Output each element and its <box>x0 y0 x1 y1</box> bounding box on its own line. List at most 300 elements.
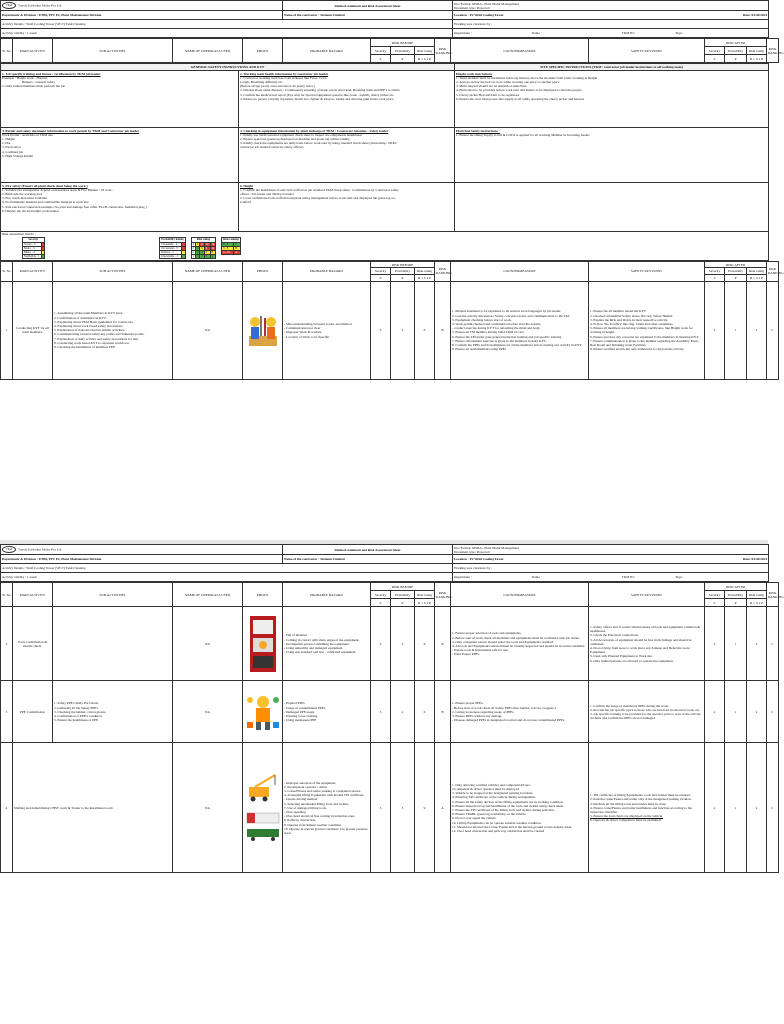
col-risk-before: RISK BEFORE <box>371 261 435 268</box>
box-permit-line: Work Permit : Available on TKM site <box>2 132 53 137</box>
box-health-line: 3. Confirm the medical test report (Eye test) for Special equipment operator like crane , forklift, cherry picker etc. <box>240 92 395 97</box>
risk-rank-label: C <box>234 242 240 246</box>
col-rsp: R = S x P <box>415 599 435 607</box>
box-height-line: 2. Cross confirm the both scaffold form plant safety management before work start and displayed the green tag on <box>240 196 395 201</box>
countermeasure-line: 3. Only competent person should select the tools and Equipments required. <box>452 639 554 644</box>
hazard-line: 8. Pathway obstruction. <box>284 818 317 823</box>
countermeasure-line: - Ensure tools & Instruments safe for use. <box>452 648 509 653</box>
severity-table-title: Severity <box>23 238 45 242</box>
box-height-work-line: 5. Cherry picker Belt and Dart to be registered <box>456 92 520 97</box>
col-risk-ranking: RISK RANKING <box>435 583 451 607</box>
activity-table-page2 <box>0 582 784 873</box>
safety-key-point-line: 3. Explain the DOs and Don'ts in their respective activity. <box>590 317 669 322</box>
box-height-line: scaffold <box>240 200 251 205</box>
name-label: Name : <box>531 575 542 580</box>
hazard-line: - Improper Work Procedure <box>284 330 322 335</box>
box-permit-line: 3. Excavation <box>2 145 21 150</box>
crane-trailer-image <box>244 773 281 843</box>
row-probability-after: 1 <box>725 743 747 873</box>
sign-label: Sign : <box>675 575 684 580</box>
doc-ref-line: Doc/Format: MSRA - Plant Maint Management <box>454 545 519 550</box>
location-label: Location <box>454 557 467 562</box>
countermeasure-line: 4. Work permit checked and confirmation before start the activity. <box>452 321 542 326</box>
sub-activity-line: 2. Confirmation of attendance in KYT. <box>54 315 107 320</box>
countermeasure-line: 10. Lifting Equipments can be operate suitable weather condition. <box>452 820 542 825</box>
name-label: Name : <box>531 31 542 36</box>
probability-row: Frequently - 4 <box>160 242 182 246</box>
col-hazard: PROBABLE HAZARD <box>283 261 371 281</box>
countermeasure-line: 2. Giving awareness regarding usage of PPEs <box>452 709 514 714</box>
countermeasure-line: 1. Only allowing certified vehicles and competent drivers. <box>452 782 531 787</box>
col-risk-ranking-after: RISK RANKING <box>767 39 779 63</box>
box-height-work-line: 3. Multi lanyard should not be ambush at same time <box>456 84 527 89</box>
col-risk-after: RISK AFTER <box>705 583 767 591</box>
sub-activity-line: 4. Confirmation of PPE's condition. <box>54 714 103 718</box>
hazard-line: - Wearing loose clothing <box>284 714 318 718</box>
location-value: : P2 Weld Cooling Tower <box>467 13 504 18</box>
department-division: Department & Division : ETBS,TPV P2, Plant Maintenance Division <box>1 555 283 564</box>
col-s-after: S <box>705 275 725 282</box>
col-severity: Severity <box>371 591 391 599</box>
hazard-line: 9. Operate in inclement weather condition <box>284 822 342 827</box>
row-severity-after: 2 <box>705 281 725 379</box>
box-equipment-line: contractor job leader/Contractor safety officer) <box>240 145 304 150</box>
col-s: S <box>371 55 391 63</box>
countermeasure-line: 2. Late the activity discussion / Safety concerns review and communication to the TM. <box>452 313 570 318</box>
sub-activity-line: 3. Explaining about TKM Basic guidelines for contractors. <box>54 319 134 324</box>
col-probability: Probability <box>391 591 415 599</box>
col-s-after: S <box>705 599 725 607</box>
col-risk-ranking-after: RISK RANKING <box>767 261 779 281</box>
hazard-line: - Over head electrical line coming in induction zone <box>284 814 355 819</box>
box-fire-title: 5. Fire safety (Ensure all plant check sheet being the work ) <box>2 183 88 188</box>
countermeasure-line: 8. Confirm the PPEs and its healthiness for all the members before starting any activity in KYT. <box>452 342 583 347</box>
col-sl-no: Sl. No <box>1 39 13 63</box>
box-equipment-title: 4. Checking & equipment information by plant incharge of TKM / Contractor Attendee - Safety leader <box>240 128 389 133</box>
box-health-line: Cough, Breathing difficulty etc. <box>240 80 284 85</box>
severity-row: Negligible - 1 <box>24 255 40 259</box>
col-severity-after: Severity <box>705 268 725 275</box>
box-training-line: Example : Height work - Harness <box>2 75 48 80</box>
box-health-line: 2. Discuss about usual diseases : Continuously sneezing of mask, put in short lead, Breaking team and PPE's to others <box>240 88 400 93</box>
box-permit-line: 1. Height <box>2 137 15 142</box>
col-risk-after: RISK AFTER <box>705 261 767 268</box>
row-risk-ranking-after: C <box>767 681 779 743</box>
severity-row: Major - 3 <box>23 246 42 250</box>
table-row <box>1 281 779 379</box>
box-height-work-line: 1. Team member must be unchained full body harness above the shoulder from wider working at Height <box>456 75 598 80</box>
sign-label: Sign : <box>675 31 684 36</box>
col-photo: PHOTO <box>243 39 283 63</box>
sheet-date: Date: 04/30/2024 <box>742 13 767 18</box>
hazard-line: - Using non standard and non - calibrated equipment <box>284 650 356 655</box>
general-instructions-title: GENERAL SAFETY INSTRUCTIONS AND KYT <box>1 64 455 70</box>
safety-key-point-line: 6. Operator & driver competence must be examined. <box>590 818 662 823</box>
safety-briefing-tools-image <box>244 310 281 350</box>
sub-activity-line: 8. Conducting work based KYT to represent workforce. <box>54 340 130 345</box>
row-risk-rating: 6 <box>415 607 435 681</box>
col-s: S <box>371 275 391 282</box>
col-p-after: P <box>725 55 747 63</box>
col-countermeasure: COUNTERMEASURE <box>451 583 589 607</box>
department-division: Department & Division : ETBS,TPV P2, Plant Maintenance Division <box>1 11 283 20</box>
col-hazard: PROBABLE HAZARD <box>283 39 371 63</box>
company-name: Toyota Kirloskar Motor Pvt Ltd <box>18 3 62 8</box>
probability-row: Remote - 2 <box>160 250 182 254</box>
col-hazard: PROBABLE HAZARD <box>283 583 371 607</box>
risk-rating-matrix: Risk rating 4 4 8 12 16 3 3 6 9 12 2 2 4 6 8 1 1 2 3 4 <box>192 238 215 259</box>
countermeasure-line: 3. Vehicle to be stopped at the designated parking locations. <box>452 791 534 796</box>
probability-row: Occasional - 3 <box>160 246 182 250</box>
activity-table-page1 <box>0 261 784 380</box>
col-risk-ranking: RISK RANKING <box>435 39 451 63</box>
severity-row: Severe - 4 <box>23 242 42 246</box>
sub-activity-line: 5. Explanation of risks involved in similar activities. <box>54 328 126 333</box>
row-sl: 3 <box>1 681 13 743</box>
sub-activity-line: 5. Ensure the healthiness of PPE. <box>54 718 99 723</box>
tkm-id-label: TKM ID : <box>621 31 636 36</box>
safety-tools-cabinet-image <box>244 614 281 674</box>
countermeasure-line: 5. Ensure all the safety devices of the lifting equipments are in working condition. <box>452 799 564 804</box>
col-probability-after: Probability <box>725 591 747 599</box>
row-severity-after: 2 <box>705 607 725 681</box>
row-risk-ranking: A <box>435 743 451 873</box>
sub-activity-line: 7. Explanation of daily activity and safety precautions for that. <box>54 336 139 341</box>
row-probability: 2 <box>391 681 415 743</box>
dept-label: Department : <box>454 575 472 580</box>
sheet-title: Method statement and Risk Assessment Sheet <box>283 545 453 555</box>
row-probability-after: 1 <box>725 281 747 379</box>
row-risk-rating-after: 2 <box>747 681 767 743</box>
company-logo-icon: TKM <box>2 546 16 553</box>
countermeasure-line: 1. Ensure proper PPEs. <box>452 701 484 706</box>
col-sub-activities: SUB ACTIVITIES <box>53 39 173 63</box>
sub-activity-line: 9. Checking the healthiness of members PPE. <box>54 345 116 350</box>
col-risk-rating-after: Risk rating <box>747 268 767 275</box>
box-height-title: 6. Height <box>240 183 254 188</box>
location-label: Location <box>454 13 467 18</box>
box-fire-line: 3. Fire watch man must available <box>2 196 48 201</box>
row-severity-after: 2 <box>705 743 725 873</box>
row-chemicals: NA <box>173 607 243 681</box>
activity-validity: Activity validity : 1 week <box>1 29 453 38</box>
box-height-line: officer / Job leader and TKM job leader <box>240 192 294 197</box>
safety-key-point-line: 2. Park the crane/Fastna and trailer only at the designated parking location. <box>590 797 692 802</box>
row-severity: 3 <box>371 607 391 681</box>
countermeasure-line: 3. Ensure PPE's without any damage <box>452 714 502 718</box>
col-sub-activities: SUB ACTIVITIES <box>53 583 173 607</box>
row-sl: 1 <box>1 281 13 379</box>
risk-rank-range: 0 - 4 <box>222 242 234 246</box>
safety-key-point-line: 5. Ensure all members are having training Certificates, like Height work for working in height. <box>590 326 693 335</box>
safety-key-point-line: 5. Used only Planned Equipment at Work site. <box>590 654 653 659</box>
hazard-line: 2. Incompetent operator / driver <box>284 784 328 789</box>
safety-key-point-line: 1. Safety officer and Jr. leader should ensure all tools and equipment condition & healthiness. <box>590 624 701 634</box>
col-p: P <box>391 55 415 63</box>
col-p-after: P <box>725 599 747 607</box>
col-risk-rating: Risk rating <box>415 47 435 55</box>
hazard-line: - Expired PPEs <box>284 701 305 706</box>
row-probability-after: 1 <box>725 681 747 743</box>
col-safety-key-point: SAFETY KEY POINT <box>589 261 705 281</box>
risk-ranking-title: Risk ranking <box>223 238 239 242</box>
company-name: Toyota Kirloskar Motor Pvt Ltd <box>18 547 62 552</box>
row-risk-ranking: B <box>435 681 451 743</box>
row-risk-rating-after: 2 <box>747 743 767 873</box>
col-risk-rating: Risk rating <box>415 591 435 599</box>
sub-activity-line: 6. Communicating General safety key points and Yakusoku points. <box>54 332 145 337</box>
sheet-date: Date: 04/30/2024 <box>742 557 767 562</box>
table-row <box>1 607 779 681</box>
row-risk-rating: 6 <box>415 281 435 379</box>
box-training-line: 2. Only trained members must perform the job <box>2 84 66 89</box>
hazard-line: - Coming in contact with sharp edges of the equipment. <box>284 637 360 642</box>
risk-rank-label: A <box>234 250 240 254</box>
col-p: P <box>391 275 415 282</box>
hazard-line: - Usage of contaminated PPEs <box>284 705 326 710</box>
row-risk-rating: 9 <box>415 743 435 873</box>
hazard-line: 3. Crane/Fitness and trailer parking at considered places. <box>284 788 361 793</box>
row-probability: 3 <box>391 743 415 873</box>
col-risk-after: RISK AFTER <box>705 39 767 47</box>
safety-key-point-line: 1. Confirm the usage of mandatory PPEs during the work. <box>590 703 669 708</box>
countermeasure-line: 2.Competent & driver operator must be deployed <box>452 786 519 791</box>
safety-key-point-line: 2. Provide the job specific ppe's to those who are involved in electrical work, etc. <box>590 707 701 712</box>
header-table <box>0 544 769 582</box>
sub-activity-line: 1. Assembling all the team Members in KYT Area. <box>54 311 124 316</box>
col-probability: Probability <box>391 47 415 55</box>
box-permit-line: 2. Hot <box>2 141 11 146</box>
working-area-clearance: Working area clearance by : <box>453 20 769 29</box>
doc-ref-line: Doc/Format: MSRA - Plant Maint Management <box>454 1 519 6</box>
countermeasure-line: 4. Ensuring TPI certificate of the vehicle during arrangement. <box>452 795 536 800</box>
box-health-title: 2. Working team health information by contractor job leader <box>240 71 329 76</box>
activity-details: Activity Details : Weld Cooling Tower (WCT) Tank Cleaning <box>1 20 453 29</box>
table-row <box>1 743 779 873</box>
hazard-line: - Incompetent person confirming the equipment. <box>284 641 350 646</box>
row-chemicals: NA <box>173 681 243 743</box>
box-height-work-line: 2. Always anchor the belt on cross while crossing one place to another place <box>456 80 560 85</box>
col-probability-after: Probability <box>725 268 747 275</box>
col-sl-no: Sl. No <box>1 583 13 607</box>
hazard-line: 7. Use of damaged lifting tools. <box>284 805 327 810</box>
safety-key-point-line: 8. Ensure certified electrician only authorized to carryout the activity. <box>590 347 685 352</box>
box-permit-line: 4. Confined job <box>2 149 24 154</box>
col-severity: Severity <box>371 268 391 275</box>
box-permit-line: 5. High Voltage Permit <box>2 153 34 158</box>
col-risk-before: RISK BEFORE <box>371 583 435 591</box>
hazard-line: 5. Selecting unattended lifting tools and tackles. <box>284 801 350 806</box>
safety-key-point-line: 6. Only trained persons are allowed to operate the equipment. <box>590 658 674 663</box>
safety-key-point-line: 5. Ensure the load charts are displayed on the vehicle. <box>590 814 663 819</box>
row-sl: 4 <box>1 743 13 873</box>
col-risk-rating-after: Risk rating <box>747 47 767 55</box>
countermeasure-line: - Dispose damaged PPEs at designated location and do not use contaminated PPEs. <box>452 718 565 723</box>
countermeasure-line: 12. Over head obstruction and path way obstruction shall be cleared <box>452 828 545 833</box>
countermeasure-line: 9. Do not over speed the vehicle <box>452 816 496 821</box>
hazard-line: - Miss understanding between works, and method <box>284 321 352 326</box>
box-permit-title: 3. Permit and safety document information to work permit by TKM and Contractor job leader <box>2 128 140 133</box>
ppe-kit-image <box>244 692 281 732</box>
countermeasure-line: 3. Equipment checking before start of work. <box>452 317 512 322</box>
safety-key-point-line: 4. Ensure crane/Fastna and trailer healthiness and function according to the inspection checklist. <box>590 805 692 814</box>
hazard-line: - Over speeding <box>284 810 306 814</box>
col-safety-key-point: SAFETY KEY POINT <box>589 39 705 63</box>
countermeasure-line: - conduct exercise during KYT for refreshing the mind and body. <box>452 326 541 331</box>
box-training-title: 1. Job specific training and license / certification by TKM job leader <box>2 71 101 76</box>
sub-activity-line: 3. Checking the helmet, cotton gloves. <box>54 709 107 714</box>
countermeasure-line: 1. Ensure proper selection of tools and equipments <box>452 631 521 636</box>
box-equipment-line: 2. Ensure approved green tag displayed on machine and green tag within validity <box>240 137 350 142</box>
risk-rank-label: B <box>234 246 240 250</box>
box-fire-line: 4. No flammable material and combustible material at work site <box>2 200 89 205</box>
hazard-line: - Unsafe driving method <box>284 797 318 802</box>
row-risk-ranking-after: C <box>767 743 779 873</box>
col-p-after: P <box>725 275 747 282</box>
col-severity-after: Severity <box>705 591 725 599</box>
row-risk-rating: 6 <box>415 681 435 743</box>
countermeasure-line: 7. Ensure the TPI certificate of the lifting tools and tackles during selection. <box>452 807 555 812</box>
table-row <box>1 681 779 743</box>
col-risk-ranking-after: RISK RANKING <box>767 583 779 607</box>
safety-key-point-line: 2. Checked all member Safety shoes, ID card, Safety Helmet. <box>590 313 674 318</box>
row-risk-rating-after: 2 <box>747 281 767 379</box>
contractor-value: : Siemens Limited <box>318 13 345 18</box>
sub-activity-line: 1. Safety PPE's Daily Pre Check. <box>54 701 99 706</box>
col-photo: PHOTO <box>243 583 283 607</box>
box-electrical-title: Electrical Safety instructions : <box>456 128 500 133</box>
box-height-line: 1. Confirm the healthiness of safe belt scaffold as per standard TKM check sheet : Confirmation by Contractor safety <box>240 187 399 192</box>
row-risk-ranking: B <box>435 607 451 681</box>
col-probability: Probability <box>391 268 415 275</box>
hazard-line: - Communication not clear <box>284 326 321 331</box>
countermeasure-line: 6. Ensure inspection tag and healthiness of the tools and tackles using check sheet. <box>452 803 564 808</box>
countermeasure-line: 2. Before start of work check all machines and equipments must be confirmed with job leader. <box>452 635 580 640</box>
col-main-activity: MAIN ACTIVITY <box>13 261 53 281</box>
box-height-work-line: 4. Barrication to be provided before work start and banner to be displayed to alert the people <box>456 88 582 93</box>
row-severity: 3 <box>371 681 391 743</box>
dept-label: Department : <box>454 31 472 36</box>
box-fire-line: 6. Display the list and height work banner <box>2 208 59 213</box>
severity-row: Minor - 2 <box>23 250 42 254</box>
countermeasure-line: 6. Ensure the TM under gone general induction training and job specific training <box>452 334 562 339</box>
col-s: S <box>371 599 391 607</box>
countermeasure-line: 11. Should not allowed the Crane/ Fastna and at the uneven ground or less density areas. <box>452 824 572 829</box>
countermeasure-line: - Before start of work check all Safety PPE's like; helmet, Gloves, Goggles.) <box>452 705 556 710</box>
col-severity: Severity <box>371 47 391 55</box>
row-risk-rating-after: 2 <box>747 607 767 681</box>
col-rsp-after: R = S x P <box>747 55 767 63</box>
hazard-line: - Using inadequate PPE <box>284 718 317 723</box>
col-rsp-after: R = S x P <box>747 275 767 282</box>
countermeasure-line: 5. Ensure all TM member having Valid TKM id card <box>452 330 524 335</box>
box-fire-line: 2. Barricade the working area <box>2 192 43 197</box>
box-electrical-line: 1. Ensure Incoming Supply Is Off & LOTO is applied for all working Member in Incoming feeder. <box>456 132 590 137</box>
tkm-id-label: TKM ID : <box>621 575 636 580</box>
safety-key-point-line: 4. Follow 'Do Trouffey' like ring, Chain and other ornaments. <box>590 321 674 326</box>
row-main-activity: Conducting KYT for all team members. <box>13 281 53 379</box>
countermeasure-line: 8. Ensure TKMIL green tag availability on the vehicle. <box>452 812 527 817</box>
hazard-line: - Using unhealthy and damaged equipment. <box>284 646 344 650</box>
box-height-work-line: 6. Ensure the crew head power line supply is off while operating the cherry picker and harness <box>456 96 585 101</box>
doc-ref-line: Document type: Protected <box>454 549 490 554</box>
safety-key-point-line: 1. TPI certificate of lifting Equipments, tools and tackles must be ensured. <box>590 793 691 798</box>
safety-key-point-line: 6. Ensure previous day concerns are explained to the members in morning KYT. <box>590 334 699 339</box>
box-health-line: 4. Ensure no person carrying cigarettes, match box, lighter & tobacco, Gutka and chewing gum in the work place <box>240 96 394 101</box>
activity-validity: Activity validity : 1 week <box>1 573 453 582</box>
risk-rank-range: 9 - 16 <box>222 250 234 254</box>
site-instructions-title: SITE SPECIFIC INSTRUCTIONS (TKM / contractor job leader instructions to all working team) <box>455 64 769 70</box>
row-severity: 3 <box>371 743 391 873</box>
col-severity-after: Severity <box>705 47 725 55</box>
row-sl: 2 <box>1 607 13 681</box>
countermeasure-line: 7. Ensure refreshment exercise is given to the members in daily KYT. <box>452 338 547 343</box>
col-risk-rating: Risk rating <box>415 268 435 275</box>
sheet-title: Method statement and Risk Assessment Sheet <box>283 1 453 11</box>
risk-matrix-label: Risk assessment matrix : <box>2 232 36 237</box>
col-rsp: R = S x P <box>415 55 435 63</box>
safety-key-point-line: 1. Ensure the all member attend the KYT. <box>590 309 647 314</box>
countermeasure-line: 1. Method statement to be explained to all team in local languages by job leader. <box>452 309 562 314</box>
safety-key-point-line: 4.Check and confirm the PPEs are not damaged. <box>590 716 656 721</box>
box-height-work-title: Height work instructions <box>456 71 493 76</box>
col-s-after: S <box>705 55 725 63</box>
contractor-label: Name of the contractor <box>284 13 318 18</box>
row-main-activity: PPE Confirmation <box>13 681 53 743</box>
safety-key-point-line: 2. Check the Electrical connections. <box>590 633 639 638</box>
box-training-line: Helpers - General safety <box>22 80 56 85</box>
col-sl-no: Sl. No <box>1 261 13 281</box>
row-main-activity: Tools confirmation & mobile check. <box>13 607 53 681</box>
row-probability: 2 <box>391 281 415 379</box>
row-risk-ranking: B <box>435 281 451 379</box>
hazard-line: - Damaged PPE usage <box>284 709 315 714</box>
general-instructions-table <box>0 63 769 260</box>
col-chemicals: NAME OF CHEMICALS USED <box>173 261 243 281</box>
col-chemicals: NAME OF CHEMICALS USED <box>173 583 243 607</box>
col-countermeasure: COUNTERMEASURE <box>451 39 589 63</box>
col-safety-key-point: SAFETY KEY POINT <box>589 583 705 607</box>
row-severity-after: 2 <box>705 681 725 743</box>
safety-key-point-line: 3. Job specific training to be provided for the operator prior to start of the activity. <box>590 711 702 716</box>
box-fire-line: 1. Suitable fire extinguisher depend on hazardous areas & Fire Blanket : 18 code - <box>2 187 114 192</box>
activity-details: Activity Details : Weld Cooling Tower (WCT) Tank Cleaning <box>1 564 453 573</box>
box-equipment-line: 1. Kindly use TKM standard equipment check sheet to inspect the equipments healthiness <box>240 132 362 137</box>
safety-key-point-line: 4. Do not bring from store to work place any damage and Defective tools / Equipment. <box>590 646 692 655</box>
col-probability-after: Probability <box>725 47 747 55</box>
col-p: P <box>391 599 415 607</box>
risk-ranking-table <box>221 237 241 255</box>
row-risk-ranking-after: C <box>767 607 779 681</box>
location-value: : P2 Weld Cooling Tower <box>467 557 504 562</box>
col-risk-before: RISK BEFORE <box>371 39 435 47</box>
row-probability-after: 1 <box>725 607 747 681</box>
row-chemicals: NA <box>173 743 243 873</box>
working-area-clearance: Working area clearance by : <box>453 564 769 573</box>
col-photo: PHOTO <box>243 261 283 281</box>
hazard-line: - Improper selection of the equipment. <box>284 780 337 785</box>
hazard-line: - Location of Work to be Specific <box>284 334 330 339</box>
row-chemicals: NA <box>173 281 243 379</box>
column-header-table <box>0 38 784 63</box>
hazard-line: - Fall of material <box>284 633 307 638</box>
col-rsp: R = S x P <box>415 275 435 282</box>
probability-table-title: Probability Rating <box>161 238 184 242</box>
col-risk-ranking: RISK RANKING <box>435 261 451 281</box>
severity-table <box>22 237 45 259</box>
col-sub-activities: SUB ACTIVITIES <box>53 261 173 281</box>
box-equipment-line: 3. Kindly check the equipments are daily basis before work start by using standard check sheet (Ownership : TKM / <box>240 141 398 146</box>
